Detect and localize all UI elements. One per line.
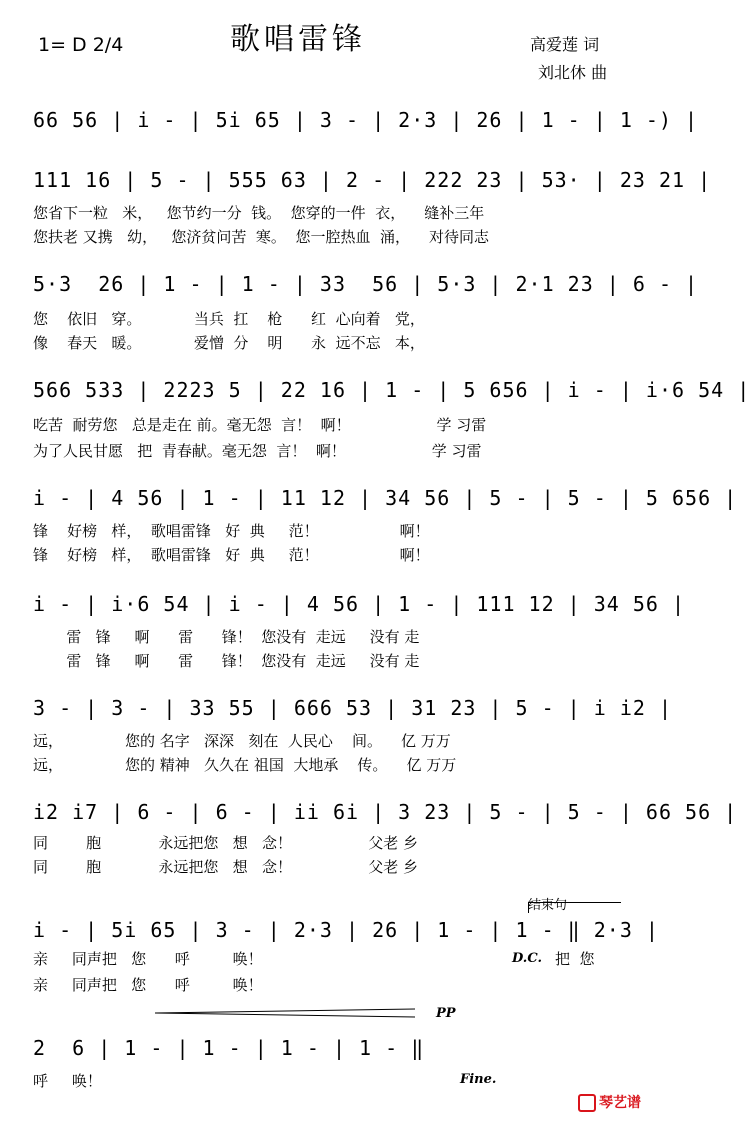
lyrics-verse-1: 远， 您的 名字 深深 刻在 人民心 间。 亿 万万 <box>33 732 451 750</box>
dc-mark: D.C. <box>512 951 542 966</box>
lyrics-verse-2: 像 春天 暖。 爱憎 分 明 永 远不忘 本， <box>33 334 425 352</box>
lyrics-verse-1: 您省下一粒 米， 您节约一分 钱。 您穿的一件 衣， 缝补三年 <box>33 204 485 222</box>
notation-row <box>33 486 738 516</box>
lyrics-verse-2: 同 胞 永远把您 想 念！ 父老 乡 <box>33 858 419 876</box>
page-title: 歌唱雷锋 <box>230 22 366 57</box>
watermark-logo <box>578 1092 641 1112</box>
key-signature: 1= D 2/4 <box>38 34 124 56</box>
lyrics-verse-1: 吃苦 耐劳您 总是走在 前。毫无怨 言！ 啊！ 学 习雷 <box>33 416 487 434</box>
end-section-label: 结束句 <box>528 898 568 913</box>
lyrics-verse-1: 亲 同声把 您 呼 唤！ <box>33 950 263 968</box>
lyrics-verse-2: 为了人民甘愿 把 青春献。毫无怨 言！ 啊！ 学 习雷 <box>33 442 482 460</box>
notes: i - | 5i 65 | 3 - | 2·3 | 26 | 1 - | 1 - ‖ 2·3 | <box>33 918 659 942</box>
fine-mark: Fine. <box>460 1072 497 1087</box>
notation-row <box>33 168 712 198</box>
notes: i - | 4 56 | 1 - | 11 12 | 34 56 | 5 - | 5 - | 5 656 | <box>33 486 738 510</box>
notation-row <box>33 800 738 830</box>
notation-row <box>33 378 750 408</box>
lyrics-verse-2: 远， 您的 精神 久久在 祖国 大地承 传。 亿 万万 <box>33 756 457 774</box>
lyrics-verse-2: 锋 好榜 样， 歌唱雷锋 好 典 范！ 啊！ <box>33 546 430 564</box>
lyrics-verse-1: 同 胞 永远把您 想 念！ 父老 乡 <box>33 834 419 852</box>
lyrics-verse-1: 您 依旧 穿。 当兵 扛 枪 红 心向着 党， <box>33 310 425 328</box>
notes: 2 6 | 1 - | 1 - | 1 - | 1 - ‖ <box>33 1036 425 1060</box>
composer: 刘北休 曲 <box>538 63 608 82</box>
end-section-bracket <box>528 902 621 913</box>
notes: 5·3 26 | 1 - | 1 - | 33 56 | 5·3 | 2·1 23 | 6 - | <box>33 272 699 296</box>
notes: 3 - | 3 - | 33 55 | 666 53 | 31 23 | 5 - | i i2 | <box>33 696 673 720</box>
lyrics-verse-2: 雷 锋 啊 雷 锋！ 您没有 走远 没有 走 <box>33 652 420 670</box>
notes: 66 56 | i - | 5i 65 | 3 - | 2·3 | 26 | 1 - | 1 -) | <box>33 108 699 132</box>
notes: i2 i7 | 6 - | 6 - | ii 6i | 3 23 | 5 - | 5 - | 66 56 | <box>33 800 738 824</box>
lyrics-verse-1: 呼 唤！ <box>33 1072 102 1090</box>
notation-row <box>33 592 686 622</box>
notation-row <box>33 696 673 726</box>
watermark-text: 琴艺谱 <box>599 1095 641 1111</box>
notation-row <box>33 1036 633 1066</box>
lyricist: 高爱莲 词 <box>530 35 600 54</box>
decrescendo-hairpin <box>155 1008 415 1018</box>
pp-mark: PP <box>436 1006 456 1021</box>
lyrics-verse-1-tail: 把 您 <box>555 950 595 968</box>
notes: 111 16 | 5 - | 555 63 | 2 - | 222 23 | 53· | 23 21 | <box>33 168 712 192</box>
lyrics-verse-1: 雷 锋 啊 雷 锋！ 您没有 走远 没有 走 <box>33 628 420 646</box>
notes: 566 533 | 2223 5 | 22 16 | 1 - | 5 656 | i - | i·6 54 | <box>33 378 750 402</box>
lyrics-verse-2: 亲 同声把 您 呼 唤！ <box>33 976 263 994</box>
lyrics-verse-1: 锋 好榜 样， 歌唱雷锋 好 典 范！ 啊！ <box>33 522 430 540</box>
notes: i - | i·6 54 | i - | 4 56 | 1 - | 111 12 | 34 56 | <box>33 592 686 616</box>
lyrics-verse-2: 您扶老 又携 幼， 您济贫问苦 寒。 您一腔热血 涌， 对待同志 <box>33 228 490 246</box>
notation-row <box>33 918 659 948</box>
notation-row <box>33 108 699 138</box>
piano-logo-icon <box>578 1094 596 1112</box>
notation-row <box>33 272 699 302</box>
